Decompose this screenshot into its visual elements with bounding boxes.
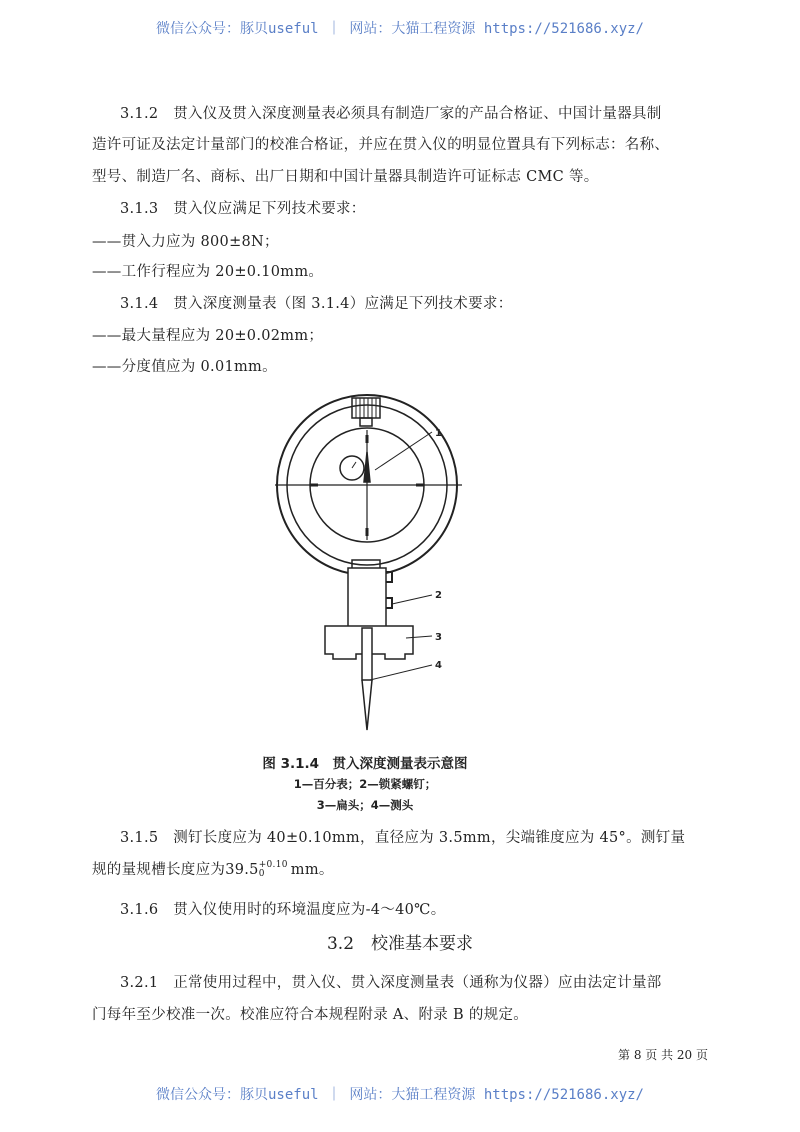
lower-tolerance: 0 <box>258 869 265 879</box>
para-3-1-2: 3.1.2 贯入仪及贯入深度测量表必须具有制造厂家的产品合格证、中国计量器具制 <box>120 106 662 122</box>
para-3-2-1: 3.2.1 正常使用过程中，贯入仪、贯入深度测量表（通称为仪器）应由法定计量部 <box>120 975 662 991</box>
para-3-2-1-line2: 门每年至少校准一次。校准应符合本规程附录 A、附录 B 的规定。 <box>92 1007 529 1023</box>
knob-icon <box>352 398 380 426</box>
page-number: 第 8 页 共 20 页 <box>618 1048 708 1062</box>
depth-gauge-figure <box>260 390 480 740</box>
unit: mm。 <box>290 862 334 878</box>
figure-legend-1: 1—百分表；2—锁紧螺钉； <box>293 777 437 791</box>
watermark-top: 微信公众号：豚贝useful ｜ 网站：大猫工程资源 https://521686.xyz/ <box>155 21 644 37</box>
req-force: ——贯入力应为 800±8N； <box>92 234 279 250</box>
para-3-1-2-line2: 造许可证及法定计量部门的校准合格证，并应在贯入仪的明显位置具有下列标志：名称、 <box>92 137 670 153</box>
req-range: ——最大量程应为 20±0.02mm； <box>92 328 324 344</box>
figure-label-1: 1 <box>435 428 442 439</box>
para-3-1-5: 3.1.5 测钉长度应为 40±0.10mm，直径应为 3.5mm，尖端锥度应为 45°。测钉量 <box>120 830 686 846</box>
watermark-bottom: 微信公众号：豚贝useful ｜ 网站：大猫工程资源 https://521686.xyz/ <box>155 1087 644 1103</box>
figure-label-3: 3 <box>435 632 442 643</box>
req-division: ——分度值应为 0.01mm。 <box>92 359 277 375</box>
figure-legend-2: 3—扁头；4—测头 <box>316 798 414 812</box>
para-3-1-5-line2 <box>92 858 334 879</box>
tolerance <box>259 861 288 879</box>
figure-label-2: 2 <box>435 590 442 601</box>
upper-tolerance: +0.10 <box>258 860 288 870</box>
para-3-1-6: 3.1.6 贯入仪使用时的环境温度应为-4～40℃。 <box>120 902 446 918</box>
figure-caption: 图 3.1.4 贯入深度测量表示意图 <box>262 756 468 772</box>
gauge-slot-length: 规的量规槽长度应为39.5 <box>92 862 259 878</box>
figure-label-4: 4 <box>435 660 442 671</box>
para-3-1-4: 3.1.4 贯入深度测量表（图 3.1.4）应满足下列技术要求： <box>120 296 513 312</box>
para-3-1-3: 3.1.3 贯入仪应满足下列技术要求： <box>120 201 366 217</box>
section-heading-3-2: 3.2 校准基本要求 <box>326 934 474 954</box>
req-stroke: ——工作行程应为 20±0.10mm。 <box>92 264 324 280</box>
para-3-1-2-line3: 型号、制造厂名、商标、出厂日期和中国计量器具制造许可证标志 CMC 等。 <box>92 169 599 185</box>
